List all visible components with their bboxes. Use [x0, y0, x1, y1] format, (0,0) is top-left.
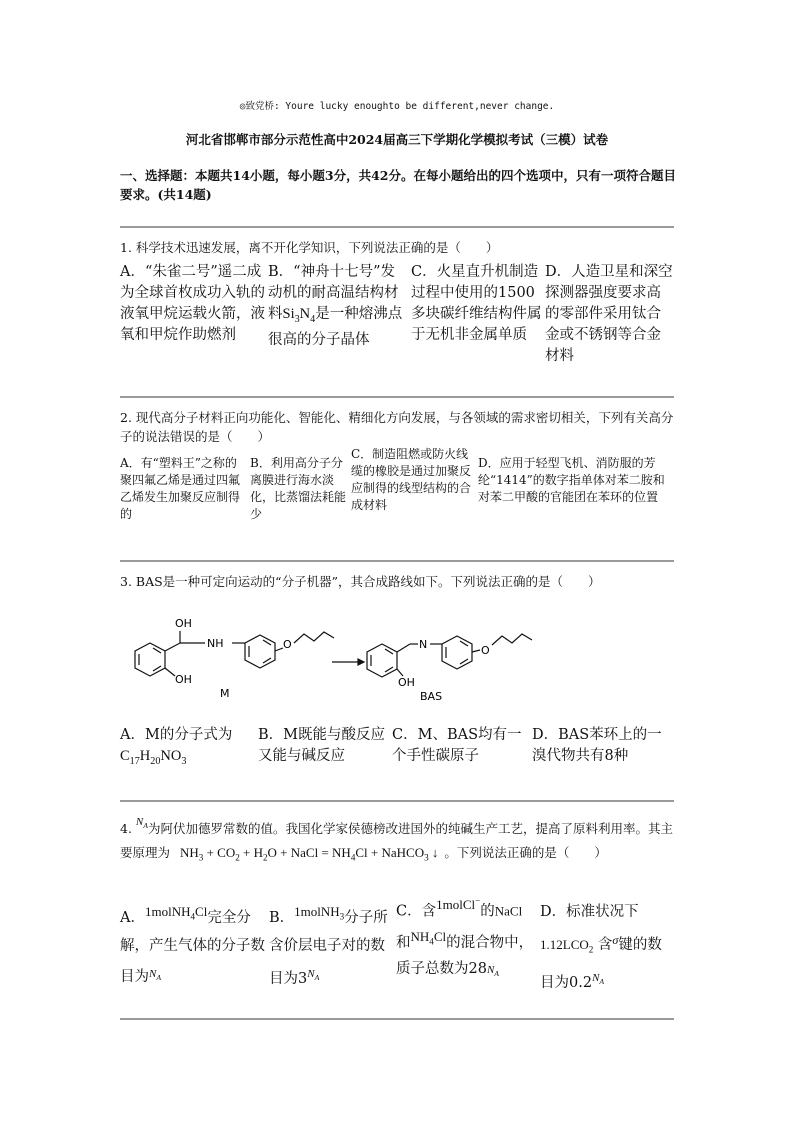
q1-stem: 1. 科学技术迅速发展，离不开化学知识，下列说法正确的是（ ）: [120, 240, 499, 255]
m-o-label: O: [283, 638, 292, 651]
nh4cl-formula: 1molNH$_4$Cl: [144, 904, 208, 922]
divider: [120, 1018, 674, 1020]
divider: [120, 800, 674, 802]
q4-stem: 4. $N_A$为阿伏加德罗常数的值。我国化学家侯德榜改进国外的纯碱生产工艺，提高了原料利用率。其主要原理为 $NH_3 + CO_2 + H_2O$ + NaCl = $NH_4Cl$ + NaHCO$_3$ ↓ 。下列说法正确的是（ ）: [120, 816, 673, 863]
q1-option-c: C．火星直升机制造过程中使用的1500多块碳纤维结构件属于无机非金属单质: [411, 264, 542, 343]
m-nh-label: NH: [207, 637, 224, 650]
m-label: M: [220, 687, 230, 700]
reaction-equation: $NH_3 + CO_2 + H_2O$ + NaCl = $NH_4Cl$ + NaHCO$_3$ ↓: [180, 845, 439, 863]
q4-option-c: C．含1molCl−的NaCl和$NH_4Cl$的混合物中，质子总数为$28N_A$: [396, 896, 534, 979]
m-oh2-label: OH: [175, 673, 192, 686]
bas-label: BAS: [420, 690, 443, 703]
q2-option-b: B．利用高分子分离膜进行海水淡化，比蒸馏法耗能少: [250, 456, 347, 521]
divider: [120, 560, 674, 562]
q1-option-d: D．人造卫星和深空探测器强度要求高的零部件采用钛合金或不锈钢等合金材料: [545, 264, 673, 364]
q3-option-a: A．M的分子式为 $C_{17}H_{20}NO_3$: [120, 727, 233, 767]
q4-option-b: B．1molNH$_3$分子所含价层电子对的数目为$3^{N_A}$: [269, 904, 388, 987]
q3-option-d: D．BAS苯环上的一溴代物共有8种: [532, 727, 662, 764]
bas-n-label: N: [419, 638, 428, 651]
q2-option-a: A．有“塑料王”之称的聚四氟乙烯是通过四氟乙烯发生加聚反应制得的: [120, 456, 241, 521]
cl-ion-formula: 1molCl−: [436, 896, 481, 913]
divider: [120, 396, 674, 398]
na-symbol: NA: [149, 968, 162, 983]
na-symbol: $N_A$: [486, 964, 499, 979]
motto: ◎致党桥: Youre lucky enoughto be different,never change.: [239, 101, 555, 112]
q3-option-b: B．M既能与酸反应又能与碱反应: [258, 727, 386, 764]
na-symbol: NA: [592, 971, 605, 986]
q2-option-d: D．应用于轻型飞机、消防服的芳纶“1414”的数字指单体对苯二胺和对苯二甲酸的官能团在苯环的位置: [478, 456, 665, 504]
q3-option-c: C．M、BAS均有一个手性碳原子: [392, 727, 522, 764]
na-symbol: $N_A$: [135, 816, 148, 831]
q4-option-a: A．1molNH$_4$Cl完全分解，产生气体的分子数目为$^{N_A}$: [120, 904, 265, 985]
q4-option-d: D．标准状况下$1.12LCO_2$ 含$^\sigma$键的数目为$0.2^{N_A}$: [540, 904, 662, 991]
exam-title: 河北省邯郸市部分示范性高中2024届高三下学期化学模拟考试（三模）试卷: [185, 132, 609, 147]
q2-stem: 2. 现代高分子材料正向功能化、智能化、精细化方向发展，与各领域的需求密切相关，下列有关高分子的说法错误的是（ ）: [120, 410, 674, 444]
q2-option-c: C．制造阻燃或防火线缆的橡胶是通过加聚反应制得的线型结构的合成材料: [351, 447, 472, 512]
na-symbol: NA: [307, 968, 320, 983]
si3n4-formula: $Si_3N_4$: [282, 306, 316, 325]
q3-stem: 3. BAS是一种可定向运动的“分子机器”，其合成路线如下。下列说法正确的是（ ）: [120, 574, 601, 589]
co2-formula: $1.12LCO_2$: [540, 937, 594, 955]
m-oh-label: OH: [175, 617, 192, 630]
nh3-formula: 1molNH$_3$: [294, 904, 345, 922]
bas-oh-label: OH: [398, 676, 415, 689]
q1-option-b: B．“神舟十七号”发动机的耐高温结构材料$Si_3N_4$是一种熔沸点很高的分子晶体: [268, 264, 403, 348]
reaction-scheme: [120, 610, 540, 710]
bas-o-label: O: [481, 644, 490, 657]
q1-option-a: A．“朱雀二号”遥二成为全球首枚成功入轨的液氧甲烷运载火箭，液氧和甲烷作助燃剂: [120, 264, 265, 343]
m-formula: $C_{17}H_{20}NO_3$: [120, 748, 187, 767]
section-heading: 一、选择题：本题共14小题，每小题3分，共42分。在每小题给出的四个选项中，只有一项符合题目要求。(共14题): [120, 168, 676, 202]
divider: [120, 226, 674, 228]
